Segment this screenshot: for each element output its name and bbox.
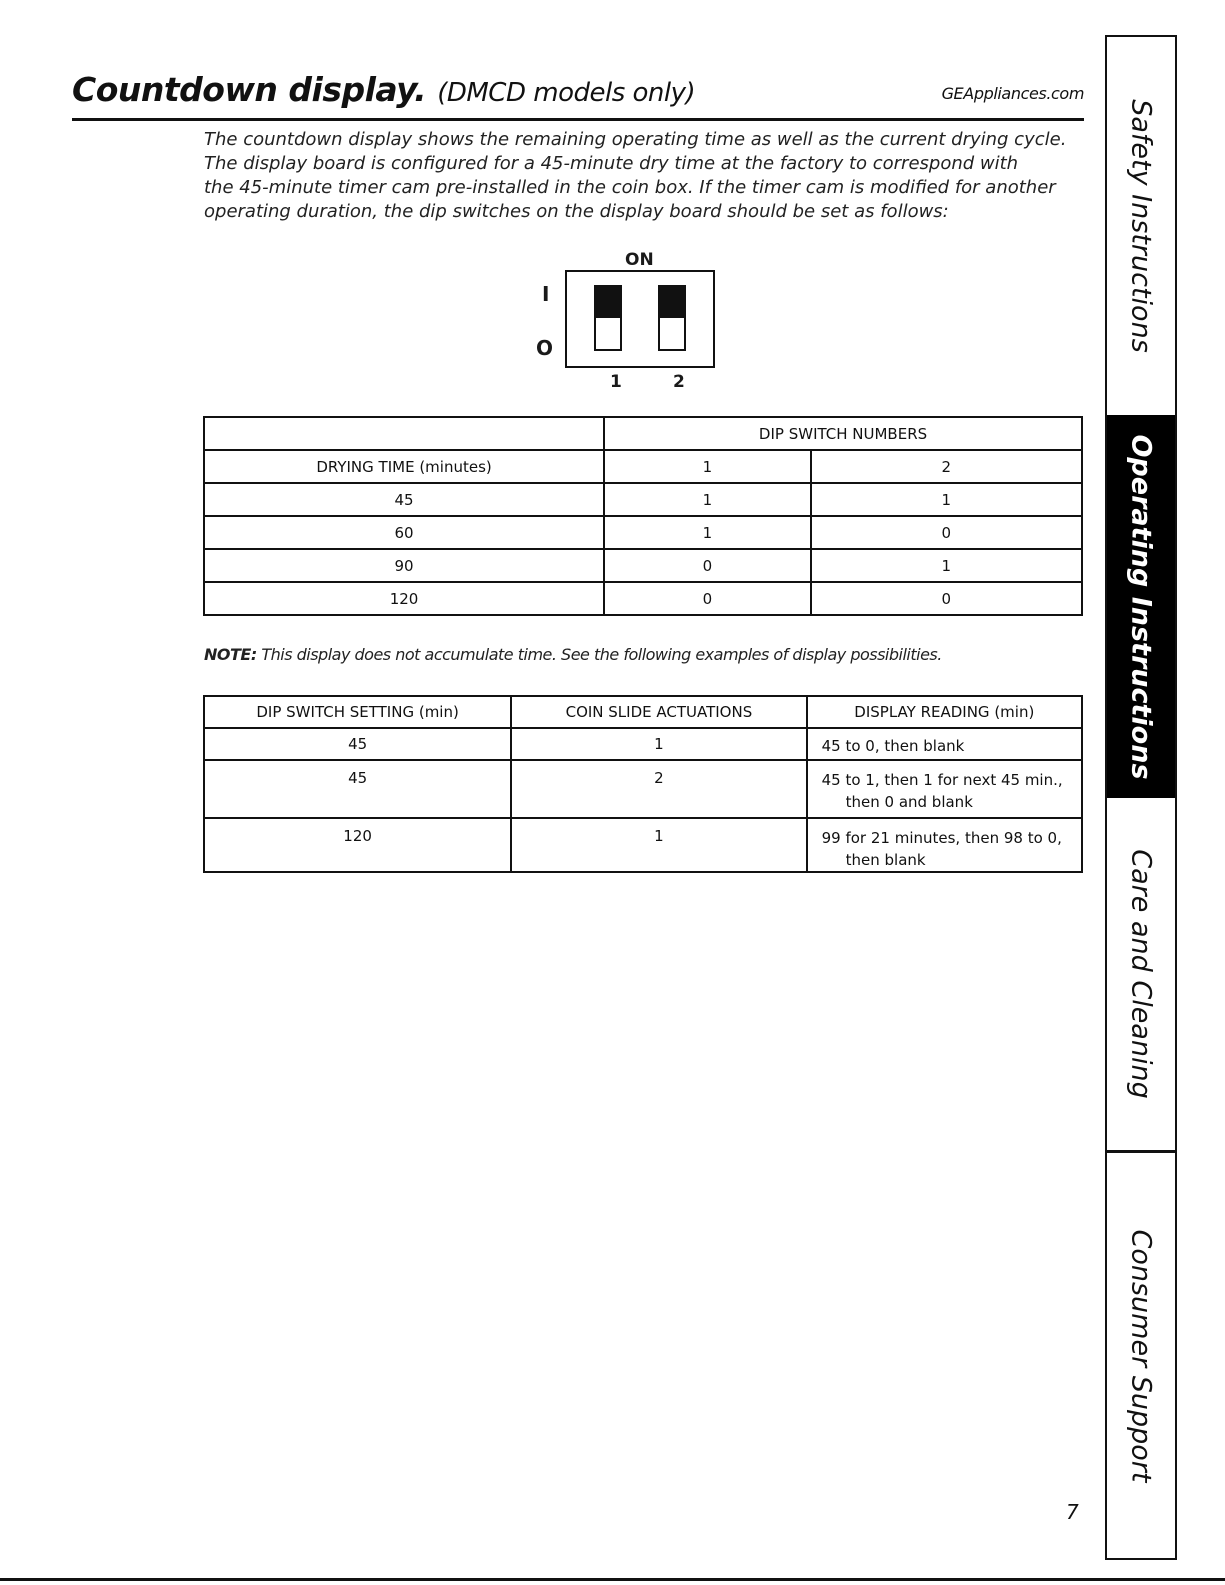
table-cell: 0 bbox=[811, 582, 1082, 615]
tab-consumer-support[interactable] bbox=[1105, 1153, 1177, 1560]
table-row bbox=[204, 516, 1082, 549]
note-text bbox=[204, 645, 942, 664]
switch-toggle bbox=[660, 287, 684, 318]
switch-toggle bbox=[596, 287, 620, 318]
switch-2-header: 2 bbox=[811, 450, 1082, 483]
tab-label: Safety Instructions bbox=[1125, 99, 1157, 353]
website-link[interactable]: GEAppliances.com bbox=[941, 84, 1084, 103]
dip-switch-1 bbox=[594, 285, 622, 351]
tab-label: Care and Cleaning bbox=[1125, 849, 1157, 1099]
table-cell: 45 bbox=[204, 728, 511, 760]
table-row bbox=[204, 760, 1082, 818]
page-title: Countdown display. (DMCD models only) bbox=[72, 70, 696, 109]
table-cell: 60 bbox=[204, 516, 604, 549]
column-header: DISPLAY READING (min) bbox=[807, 696, 1082, 728]
page-header bbox=[72, 70, 1084, 116]
table-cell bbox=[807, 728, 1082, 760]
intro-line: operating duration, the dip switches on the display board should be set as follows: bbox=[204, 201, 949, 222]
table-cell: 45 bbox=[204, 483, 604, 516]
reading-line: 45 to 0, then blank bbox=[821, 737, 965, 755]
table-cell: 2 bbox=[511, 760, 806, 818]
note-body: This display does not accumulate time. See the following examples of display possibilities. bbox=[261, 645, 942, 664]
table-cell: 120 bbox=[204, 818, 511, 872]
column-header: COIN SLIDE ACTUATIONS bbox=[511, 696, 806, 728]
section-tabs bbox=[1105, 35, 1177, 1560]
table-cell: 0 bbox=[604, 549, 811, 582]
table-row bbox=[204, 450, 1082, 483]
reading-line: then 0 and blank bbox=[845, 793, 973, 811]
table-row bbox=[204, 818, 1082, 872]
dip-switch-numbers-header: DIP SWITCH NUMBERS bbox=[604, 417, 1082, 450]
table-cell: 120 bbox=[204, 582, 604, 615]
column-header: DIP SWITCH SETTING (min) bbox=[204, 696, 511, 728]
intro-line: The countdown display shows the remaining operating time as well as the current drying cycle. bbox=[204, 129, 1067, 150]
dip-on-position-label: I bbox=[542, 282, 550, 306]
table-cell: 0 bbox=[604, 582, 811, 615]
page-subtitle: (DMCD models only) bbox=[437, 78, 696, 108]
dip-switch-housing bbox=[565, 270, 715, 368]
reading-line: then blank bbox=[845, 851, 926, 869]
dip-switch-diagram bbox=[530, 250, 730, 400]
table-cell: 0 bbox=[811, 516, 1082, 549]
table-cell: 45 bbox=[204, 760, 511, 818]
tab-care-and-cleaning[interactable] bbox=[1105, 798, 1177, 1153]
table-cell: 1 bbox=[811, 549, 1082, 582]
table-row bbox=[204, 549, 1082, 582]
header-rule bbox=[72, 118, 1084, 121]
dip-on-label: ON bbox=[625, 250, 654, 270]
footer-rule bbox=[0, 1578, 1225, 1581]
table-cell bbox=[807, 818, 1082, 872]
table-cell: 90 bbox=[204, 549, 604, 582]
intro-line: the 45-minute timer cam pre-installed in the coin box. If the timer cam is modified for another bbox=[204, 177, 1056, 198]
page-number: 7 bbox=[1066, 1500, 1079, 1524]
tab-label: Consumer Support bbox=[1125, 1229, 1157, 1482]
dip-off-position-label: O bbox=[536, 336, 554, 360]
table-row bbox=[204, 483, 1082, 516]
table-cell bbox=[807, 760, 1082, 818]
tab-operating-instructions[interactable] bbox=[1105, 415, 1177, 798]
note-label: NOTE: bbox=[204, 645, 257, 664]
dip-settings-table bbox=[203, 416, 1083, 616]
table-cell: 1 bbox=[811, 483, 1082, 516]
dip-switch-1-number: 1 bbox=[610, 372, 622, 392]
table-cell: 1 bbox=[604, 516, 811, 549]
table-row bbox=[204, 728, 1082, 760]
reading-line: 45 to 1, then 1 for next 45 min., bbox=[821, 771, 1063, 789]
table-cell: 1 bbox=[511, 818, 806, 872]
display-examples-table bbox=[203, 695, 1083, 873]
intro-line: The display board is configured for a 45-minute dry time at the factory to correspond with bbox=[204, 153, 1019, 174]
table-cell: 1 bbox=[511, 728, 806, 760]
table-cell: 1 bbox=[604, 483, 811, 516]
tab-label: Operating Instructions bbox=[1125, 433, 1157, 780]
dip-switch-2-number: 2 bbox=[673, 372, 685, 392]
intro-paragraph bbox=[204, 128, 1084, 224]
table-cell bbox=[204, 417, 604, 450]
switch-1-header: 1 bbox=[604, 450, 811, 483]
reading-line: 99 for 21 minutes, then 98 to 0, bbox=[821, 829, 1062, 847]
drying-time-header: DRYING TIME (minutes) bbox=[204, 450, 604, 483]
dip-switch-2 bbox=[658, 285, 686, 351]
table-header-row bbox=[204, 696, 1082, 728]
table-row bbox=[204, 417, 1082, 450]
tab-safety-instructions[interactable] bbox=[1105, 35, 1177, 415]
table-row bbox=[204, 582, 1082, 615]
